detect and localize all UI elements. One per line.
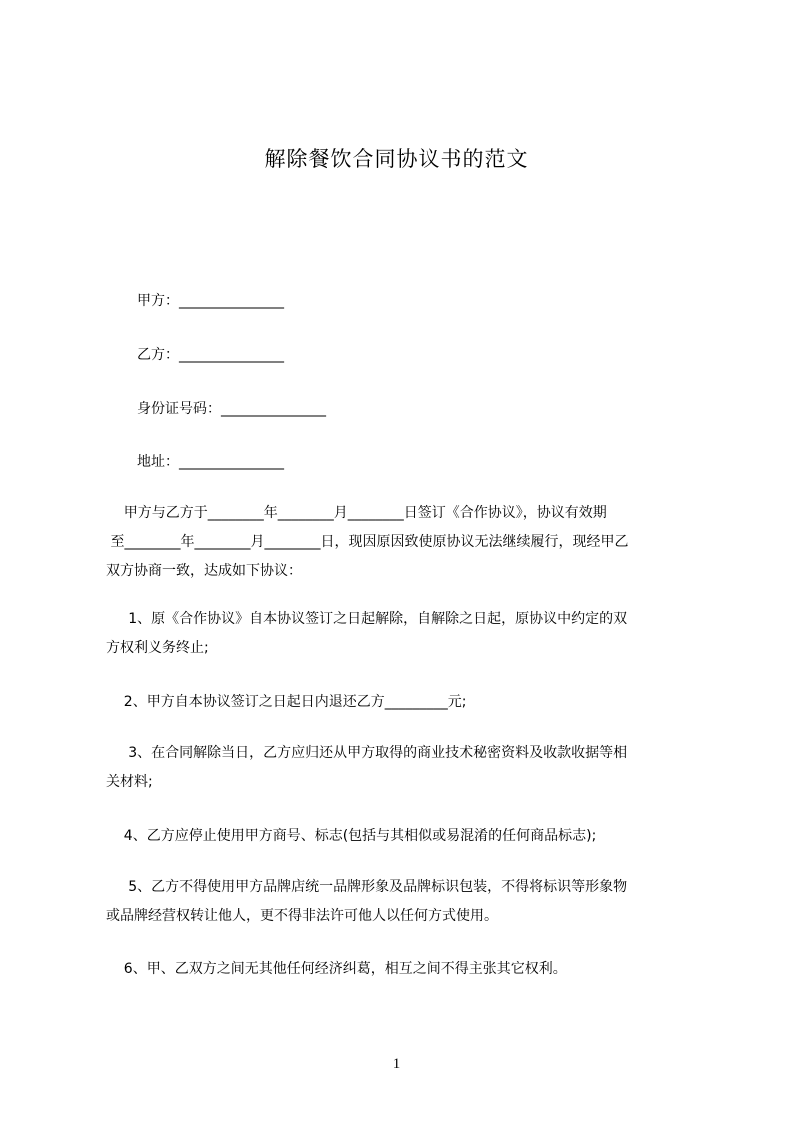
clause-3 [106,739,716,797]
clause-1-line-2: 方权利义务终止; [106,640,209,656]
clause-3-line-1: 3、在合同解除当日，乙方应归还从甲方取得的商业技术秘密资料及收款收据等相 [106,745,628,761]
party-b-field: 乙方：_______________ [137,347,284,363]
clause-5-line-1: 5、乙方不得使用甲方品牌店统一品牌形象及品牌标识包装，不得将标识等形象物 [106,879,628,895]
clause-2 [106,688,716,717]
address-field: 地址：_______________ [137,454,284,470]
intro-line-3: 双方协商一致，达成如下协议： [106,563,302,579]
clause-1 [106,605,716,663]
page-number: 1 [392,1056,401,1072]
clause-4 [106,822,716,851]
clause-5 [106,873,716,931]
party-a-field: 甲方：_______________ [137,293,284,309]
clause-6 [106,955,716,984]
intro-paragraph [106,499,716,586]
clause-3-line-2: 关材料; [106,774,153,790]
intro-line-2: 至________年________月________日，现因原因致使原协议无法继续履行，现经甲乙 [106,534,629,550]
clause-1-line-1: 1、原《合作协议》自本协议签订之日起解除，自解除之日起，原协议中约定的双 [106,611,628,627]
intro-line-1: 甲方与乙方于________年________月________日签订《合作协议》，协议有效期 [106,505,607,521]
id-number-field: 身份证号码：_______________ [137,401,326,417]
document-title: 解除餐饮合同协议书的范文 [264,147,529,171]
clause-2-line-1: 2、甲方自本协议签订之日起日内退还乙方_________元; [106,694,467,710]
clause-5-line-2: 或品牌经营权转让他人，更不得非法许可他人以任何方式使用。 [106,908,498,924]
clause-4-line-1: 4、乙方应停止使用甲方商号、标志(包括与其相似或易混淆的任何商品标志); [106,828,597,844]
clause-6-line-1: 6、甲、乙双方之间无其他任何经济纠葛，相互之间不得主张其它权利。 [106,961,567,977]
